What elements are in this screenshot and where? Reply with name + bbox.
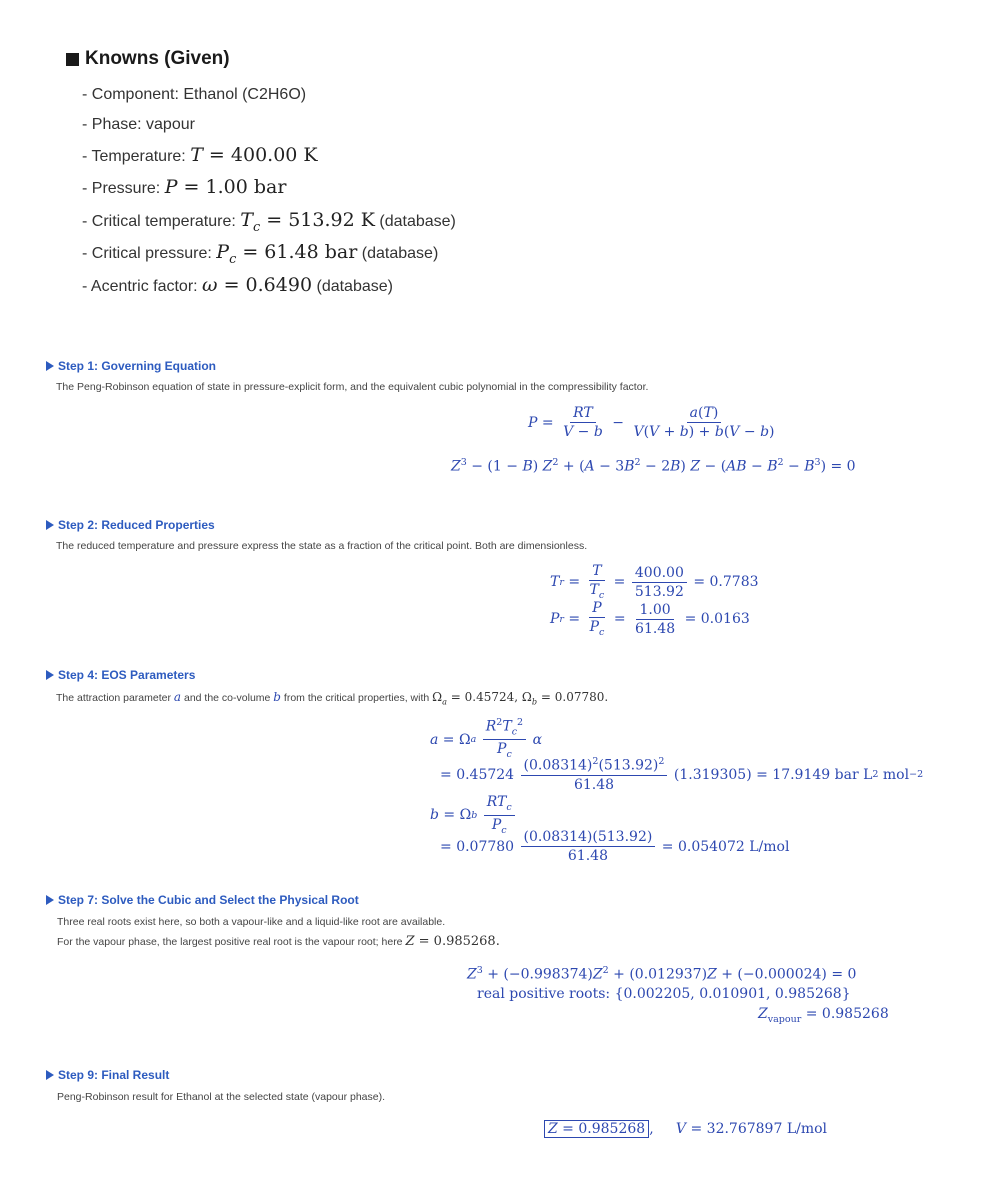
knowns-heading bbox=[66, 48, 230, 70]
cubic-z-equation: $Z^3 - (1 - B) Z^2 + (A - 3B^2 - 2B) Z - (AB - B^2 - B^3) = 0$ bbox=[451, 457, 856, 475]
step-7-description-1: Three real roots exist here, so both a vapour-like and a liquid-like root are available. bbox=[57, 916, 446, 928]
cubic-numeric-equation: $Z^3 + (-0.998374)Z^2 + (0.012937)Z + (-0.000024) = 0$ bbox=[467, 965, 857, 983]
square-bullet-icon bbox=[66, 53, 79, 66]
step-2-description: The reduced temperature and pressure express the state as a fraction of the critical point. Both are dimensionless. bbox=[56, 540, 588, 552]
known-acentric-factor: - Acentric factor: ω = 0.6490 (database) bbox=[82, 274, 393, 296]
final-v-value: 32.767897 bbox=[706, 1121, 783, 1137]
known-critical-pressure: - Critical pressure: $P_c = 61.48$ bar (database) bbox=[82, 241, 439, 267]
b-definition-equation: b = Ω b $\frac{RT_c}{P_c}$ bbox=[430, 794, 517, 836]
b-value-equation: = 0.07780 $\frac{(0.08314)(513.92)}{61.48}$ = 0.054072 L/mol bbox=[440, 829, 790, 865]
temperature-value: 400.00 bbox=[230, 144, 298, 166]
a-value: 17.9149 bbox=[772, 766, 831, 783]
known-critical-temperature: - Critical temperature: $T_c = 513.92$ K (database) bbox=[82, 209, 456, 235]
z-vapour-value: 0.985268 bbox=[821, 1006, 889, 1022]
known-pressure: - Pressure: P = 1.00 bar bbox=[82, 176, 287, 198]
expand-triangle-icon bbox=[46, 670, 54, 680]
expand-triangle-icon bbox=[46, 895, 54, 905]
real-roots-line: real positive roots: {0.002205, 0.010901, 0.985268} bbox=[477, 986, 851, 1002]
step-4-header[interactable]: Step 4: EOS Parameters bbox=[46, 668, 195, 682]
b-value: 0.054072 bbox=[677, 838, 745, 855]
step-7-description-2: For the vapour phase, the largest positive real root is the vapour root; here Z = 0.985268. bbox=[57, 934, 500, 949]
final-result: Z = 0.985268 , V = 32.767897 L/mol bbox=[544, 1121, 827, 1137]
reduced-pressure-equation: P r = $\frac{P}{P_c}$ = $\frac{1.00}{61.48}$ = 0.0163 bbox=[550, 600, 750, 638]
expand-triangle-icon bbox=[46, 361, 54, 371]
roots-set: {0.002205, 0.010901, 0.985268} bbox=[614, 986, 851, 1002]
pr-equation: P = $\frac{RT}{V - b}$ − $\frac{a(T)}{V(V + b) + b(V - b)}$ bbox=[528, 405, 775, 441]
step-4-description: The attraction parameter a and the co-volume b from the critical properties, with $\Omega_a = 0.45724$, $\Omega_b = 0.07780$. bbox=[56, 690, 609, 707]
known-temperature: - Temperature: T = 400.00 K bbox=[82, 144, 318, 166]
expand-triangle-icon bbox=[46, 520, 54, 530]
a-definition-equation: a = Ω a $\frac{R^2T_c^2}{P_c}$ α bbox=[430, 717, 543, 761]
pressure-value: 1.00 bbox=[205, 176, 248, 198]
a-value-equation: = 0.45724 $\frac{(0.08314)^2(513.92)^2}{61.48}$ ( 1.319305 ) = 17.9149 bar L 2 mol −2 bbox=[440, 756, 924, 793]
pr-value: 0.0163 bbox=[700, 611, 750, 628]
final-z-box: Z = 0.985268 bbox=[544, 1120, 649, 1138]
step-1-header[interactable]: Step 1: Governing Equation bbox=[46, 359, 216, 373]
step-7-header[interactable]: Step 7: Solve the Cubic and Select the Physical Root bbox=[46, 893, 359, 907]
expand-triangle-icon bbox=[46, 1070, 54, 1080]
step-2-header[interactable]: Step 2: Reduced Properties bbox=[46, 518, 215, 532]
known-phase: - Phase: vapour bbox=[82, 116, 195, 133]
step-9-header[interactable]: Step 9: Final Result bbox=[46, 1068, 169, 1082]
z-vapour-line: $Z_{vapour} = 0.985268$ bbox=[758, 1006, 889, 1025]
tr-value: 0.7783 bbox=[709, 574, 759, 591]
known-component: - Component: Ethanol (C2H6O) bbox=[82, 86, 307, 103]
reduced-temperature-equation: T r = $\frac{T}{T_c}$ = $\frac{400.00}{513.92}$ = 0.7783 bbox=[550, 563, 759, 601]
step-9-description: Peng-Robinson result for Ethanol at the selected state (vapour phase). bbox=[57, 1091, 386, 1103]
knowns-title: Knowns (Given) bbox=[85, 48, 230, 69]
step-1-description: The Peng-Robinson equation of state in pressure-explicit form, and the equivalent cubic polynomial in the compressibility factor. bbox=[56, 381, 649, 393]
